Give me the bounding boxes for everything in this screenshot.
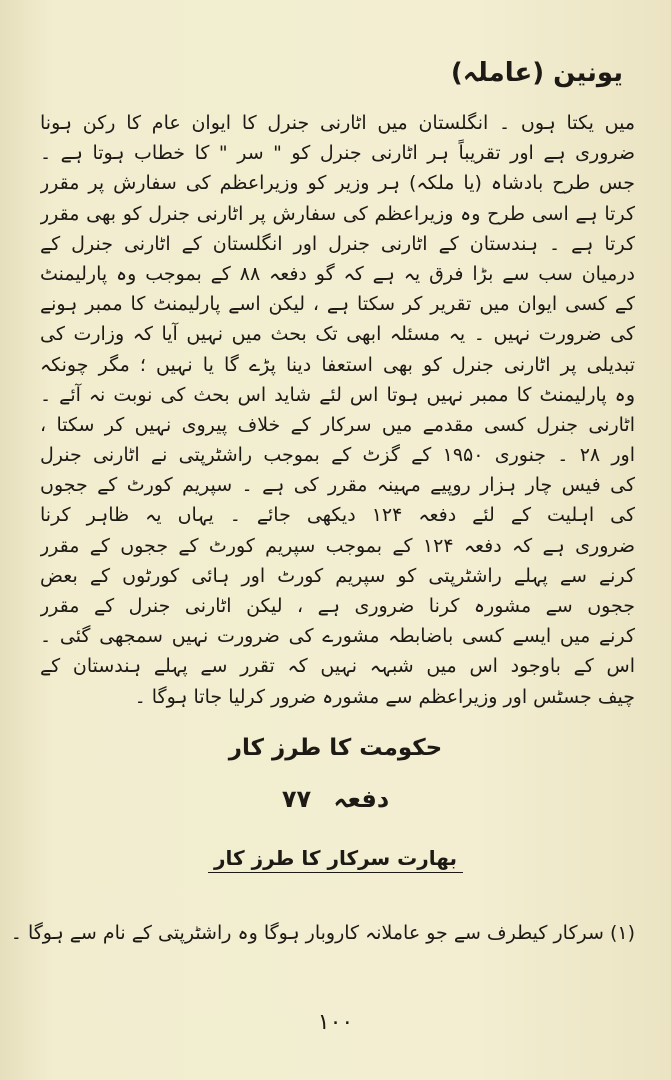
text-line: درمیان سب سے بڑا فرق یہ ہے کہ گو دفعہ ۸۸ کے بموجب وہ پارلیمنٹ <box>40 262 635 285</box>
text-line: اٹارنی جنرل کسی مقدمے میں سرکار کے خلاف پیروی نہیں کر سکتا ، <box>40 413 635 436</box>
subheading <box>0 846 671 873</box>
body-paragraph <box>40 108 635 712</box>
text-line: اس کے باوجود اس میں شبہہ نہیں کہ تقرر سے پہلے ہندستان کے <box>40 655 635 678</box>
text-line: ضروری ہے کہ دفعہ ۱۲۴ کے بموجب سپریم کورٹ کے ججوں کے مقرر <box>40 534 635 557</box>
text-line: میں یکتا ہوں ۔ انگلستان میں اٹارنی جنرل کا ایوان عام کا رکن ہونا <box>40 112 635 134</box>
text-line: وہ پارلیمنٹ کا ممبر نہیں ہوتا اس لئے شاید اس بحث کی نوبت نہ آئے ۔ <box>40 383 635 406</box>
text-line: کی اہلیت کے لئے دفعہ ۱۲۴ دیکھی جائے ۔ یہاں یہ ظاہر کرنا <box>40 504 635 527</box>
text-line: اور ۲۸ ۔ جنوری ۱۹۵۰ کے گزٹ کے بموجب راشٹرپتی نے اٹارنی جنرل <box>40 444 635 467</box>
text-line: چیف جسٹس اور وزیراعظم سے مشورہ ضرور کرلیا جاتا ہوگا ۔ <box>134 685 635 708</box>
text-line: کرتا ہے اسی طرح وہ وزیراعظم کی سفارش پر اٹارنی جنرل کو بھی مقرر <box>40 202 635 225</box>
text-line: کی ضرورت نہیں ۔ یہ مسئلہ ابھی تک بحث میں نہیں آیا کہ وزارت کی <box>40 323 635 346</box>
running-header: یونین (عاملہ) <box>450 58 623 88</box>
text-line: کرنے سے پہلے راشٹرپتی کو سپریم کورٹ اور ہائی کورٹوں کے بعض <box>40 564 635 587</box>
text-line: ججوں سے مشورہ کرنا ضروری ہے ، لیکن اٹارنی جنرل کے مقرر <box>40 595 635 617</box>
text-line: کی فیس چار ہزار روپیے مہینہ مقرر کی ہے ۔ سپریم کورٹ کے ججوں <box>40 474 635 497</box>
article-label: دفعہ ۷۷ <box>281 785 390 813</box>
text-line: تبدیلی پر اٹارنی جنرل کو بھی استعفا دینا پڑے گا یا نہیں ؛ مگر چونکہ <box>40 353 635 376</box>
subheading-text: بھارت سرکار کا طرز کار <box>208 846 463 873</box>
text-line: کرنے میں ایسے کسی باضابطہ مشورے کی ضرورت نہیں سمجھی گئی ۔ <box>40 625 635 648</box>
page-number: ۱۰۰ <box>317 1010 354 1035</box>
text-line: کرتا ہے ۔ ہندستان کے اٹارنی جنرل اور انگلستان کے اٹارنی جنرل کے <box>40 232 635 255</box>
clause-1: (۱) سرکار کیطرف سے جو عاملانہ کاروبار ہوگا وہ راشٹرپتی کے نام سے ہوگا ۔ <box>10 922 635 944</box>
text-line: ضروری ہے اور تقریباً ہر اٹارنی جنرل کو " سر " کا خطاب ہوتا ہے ۔ <box>40 142 635 165</box>
section-heading: حکومت کا طرز کار <box>228 735 443 761</box>
text-line: کے کسی ایوان میں تقریر کر سکتا ہے ، لیکن اسے پارلیمنٹ کا ممبر ہونے <box>40 293 635 316</box>
text-line: جس طرح بادشاہ (یا ملکہ) ہر وزیر کو وزیراعظم کی سفارش پر مقرر <box>40 172 635 195</box>
